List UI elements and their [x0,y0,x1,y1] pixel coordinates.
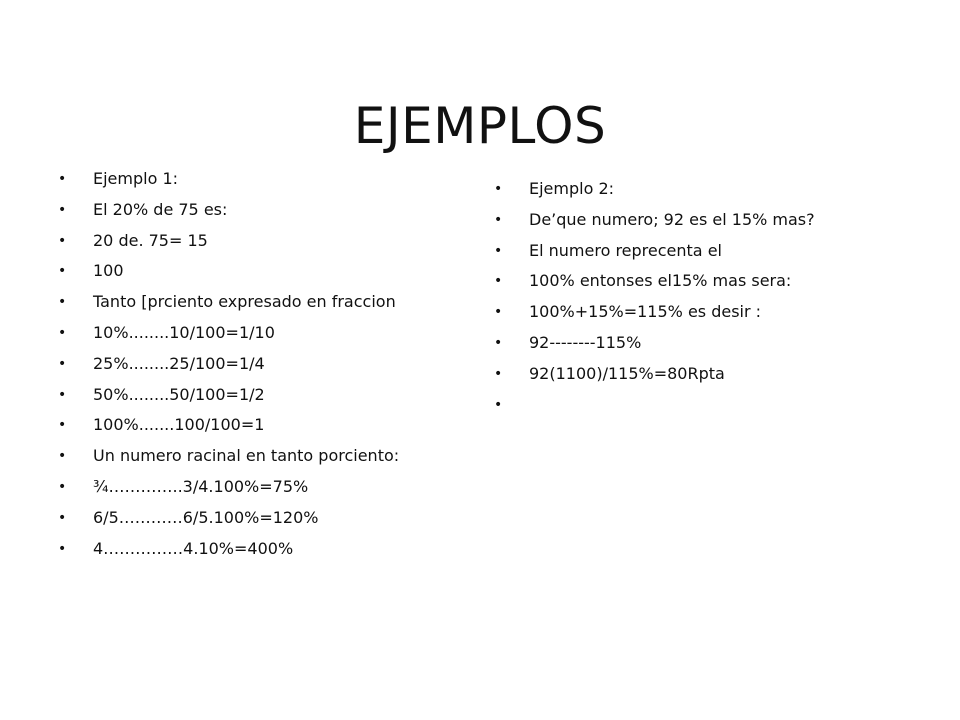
list-item-text: 4……………4.10%=400% [93,538,294,558]
list-item [58,441,458,472]
list-item [58,318,458,349]
list-item-text: 100 [93,261,124,281]
list-item-text: 25%........25/100=1/4 [93,353,265,373]
list-item-text: Un numero racinal en tanto porciento: [93,446,400,466]
list-item-text: ¾…………..3/4.100%=75% [93,476,309,496]
list-item-text: Ejemplo 1: [93,169,179,188]
list-item-text: De’que numero; 92 es el 15% mas? [529,209,815,229]
bullet-icon: • [494,365,503,382]
bullet-icon: • [494,334,503,351]
list-item [58,349,458,380]
list-item [58,256,458,287]
bullet-icon: • [494,242,503,259]
bullet-icon: • [58,417,67,434]
bullet-icon: • [494,181,503,197]
list-item [494,297,894,328]
list-item [494,205,894,236]
list-item [494,359,894,390]
list-item [58,410,458,441]
bullet-icon: • [58,294,67,311]
bullet-icon: • [58,263,67,280]
bullet-icon: • [58,509,67,526]
list-item-text: 20 de. 75= 15 [93,230,208,250]
list-item-empty [494,390,894,421]
right-bullet-list [494,174,894,420]
bullet-icon: • [58,540,67,557]
list-item [58,472,458,503]
left-bullet-list [58,164,458,564]
list-item [58,195,458,226]
list-item [494,328,894,359]
bullet-icon: • [58,355,67,372]
list-item [58,226,458,257]
bullet-icon: • [58,448,67,465]
slide-title: EJEMPLOS [353,96,607,155]
list-item-text: El 20% de 75 es: [93,199,228,219]
bullet-icon: • [58,324,67,341]
list-item-text: 92(1100)/115%=80Rpta [529,363,725,383]
list-item [58,534,458,565]
list-item [494,266,894,297]
list-item-text: 100%.......100/100=1 [93,415,265,435]
list-item-text: El numero reprecenta el [529,240,722,260]
bullet-icon: • [58,386,67,403]
bullet-icon: • [58,171,67,187]
bullet-icon: • [494,396,503,413]
list-item-text: 92--------115% [529,332,642,352]
list-item [58,503,458,534]
list-item [494,236,894,267]
list-item [58,287,458,318]
bullet-icon: • [58,201,67,218]
bullet-icon: • [58,232,67,249]
list-item-text: 6/5…………6/5.100%=120% [93,507,319,527]
list-item-text: Tanto [prciento expresado en fraccion [93,292,396,312]
bullet-icon: • [494,304,503,321]
bullet-icon: • [494,273,503,290]
list-item-text: Ejemplo 2: [529,179,615,198]
list-item [58,380,458,411]
list-item-text: 100% entonses el15% mas sera: [529,271,792,291]
list-item-text: 50%........50/100=1/2 [93,384,265,404]
list-item-text: 10%........10/100=1/10 [93,322,275,342]
bullet-icon: • [58,478,67,495]
list-item [58,164,458,195]
bullet-icon: • [494,211,503,228]
list-item [494,174,894,205]
list-item-text: 100%+15%=115% es desir : [529,302,762,322]
